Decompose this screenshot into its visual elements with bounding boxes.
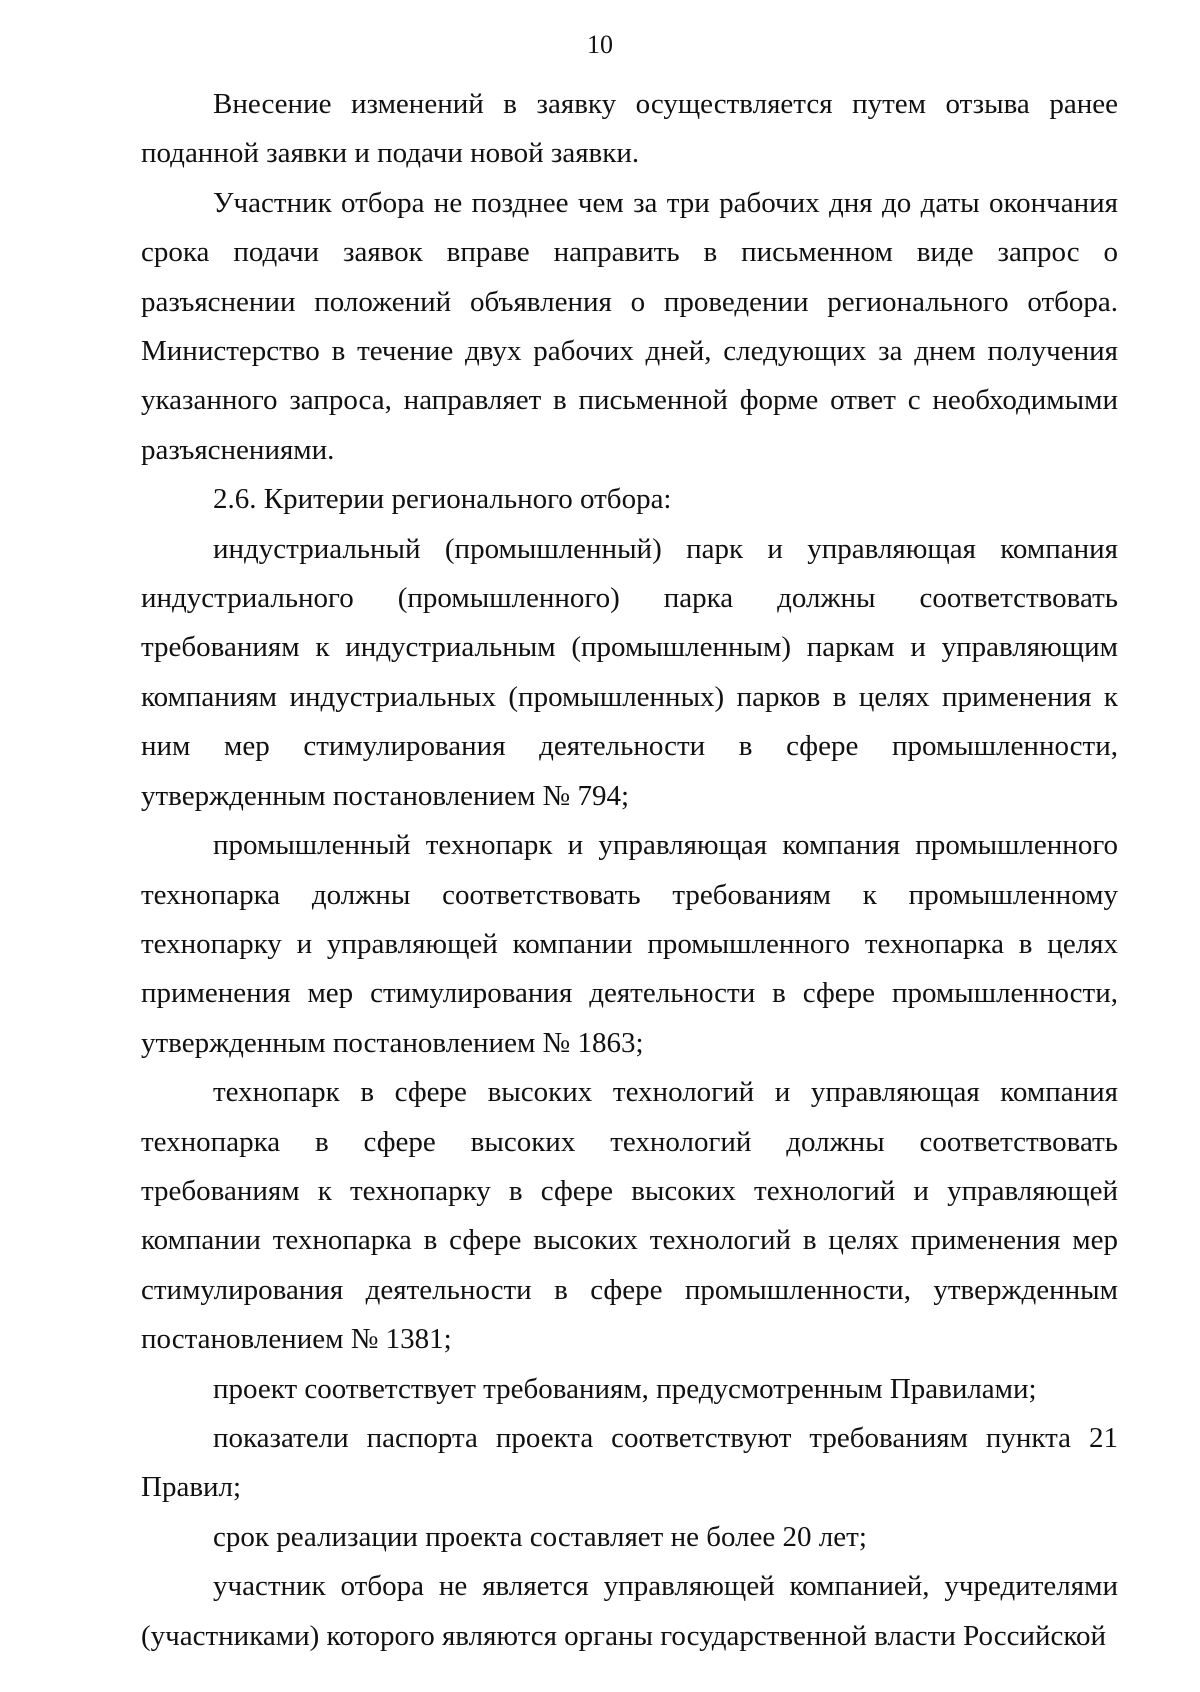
section-heading-criteria: 2.6. Критерии регионального отбора:	[213, 483, 672, 516]
criterion-implementation-period: срок реализации проекта составляет не более 20 лет;	[213, 1520, 867, 1553]
paragraph-application-changes: Внесение изменений в заявку осуществляется путем отзыва ранее поданной заявки и подачи новой заявки.	[141, 88, 1118, 170]
page-number: 10	[587, 30, 613, 59]
criterion-industrial-park: индустриальный (промышленный) парк и управляющая компания индустриального (промышленного) парка должны соответствовать требованиям к индустриальным (промышленным) паркам и управляющим компаниям индустриальных (промышленных) парков в целях применения к ним мер стимулирования деятельности в сфере промышленности, утвержденным постановлением № 794;	[141, 532, 1118, 812]
criterion-participant-status: участник отбора не является управляющей компанией, учредителями (участниками) которого являются органы государственной власти Российской	[141, 1570, 1118, 1652]
criterion-passport-indicators: показатели паспорта проекта соответствуют требованиям пункта 21 Правил;	[141, 1421, 1118, 1504]
criterion-hightech-technopark: технопарк в сфере высоких технологий и управляющая компания технопарка в сфере высоких технологий должны соответствовать требованиям к технопарку в сфере высоких технологий и управляющей компании технопарка в сфере высоких технологий в целях применения мер стимулирования деятельности в сфере промышленности, утвержденным постановлением № 1381;	[141, 1076, 1118, 1356]
paragraph-clarification-request: Участник отбора не позднее чем за три рабочих дня до даты окончания срока подачи заявок вправе направить в письменном виде запрос о разъяснении положений объявления о проведении регионального отбора. Министерство в течение двух рабочих дней, следующих за днем получения указанного запроса, направляет в письменной форме ответ с необходимыми разъяснениями.	[141, 186, 1118, 466]
document-body	[141, 80, 1118, 1661]
criterion-project-compliance: проект соответствует требованиям, предусмотренным Правилами;	[213, 1372, 1037, 1405]
criterion-industrial-technopark: промышленный технопарк и управляющая компания промышленного технопарка должны соответствовать требованиям к промышленному технопарку и управляющей компании промышленного технопарка в целях применения мер стимулирования деятельности в сфере промышленности, утвержденным постановлением № 1863;	[141, 829, 1118, 1059]
